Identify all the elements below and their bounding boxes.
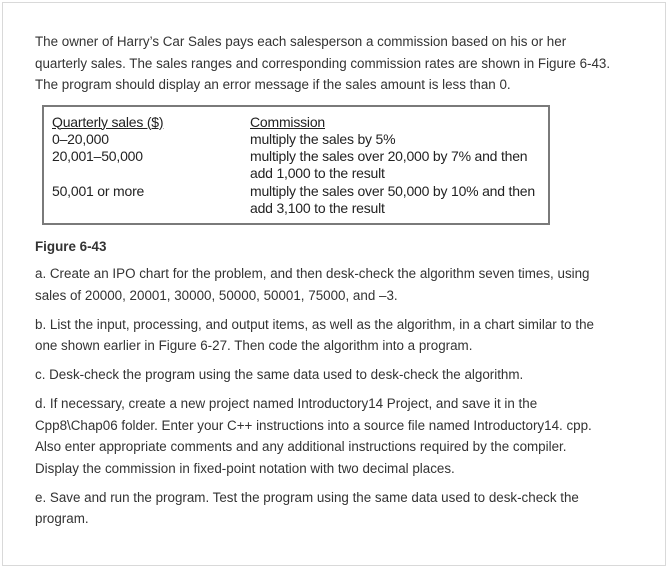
question-d [35,393,645,479]
question-c [35,364,645,386]
table-row [52,148,548,183]
question-d-line-1: d. If necessary, create a new project named Introductory14 Project, and save it in the [35,396,538,412]
commission-rule-3 [250,183,548,218]
sales-range-1: 0–20,000 [52,130,109,147]
commission-rule-2-line-2: add 1,000 to the result [250,165,385,182]
question-e-line-1: e. Save and run the program. Test the program using the same data used to desk-check the [35,489,579,505]
question-d-line-4: Display the commission in fixed-point notation with two decimal places. [35,460,455,476]
intro-line-1: The owner of Harry’s Car Sales pays each salesperson a commission based on his or her [35,34,567,49]
commission-rule-2-line-1: multiply the sales over 20,000 by 7% and then [250,148,528,165]
question-a [35,263,645,306]
sales-range-3: 50,001 or more [52,182,145,199]
commission-rule-3-line-2: add 3,100 to the result [250,199,385,216]
commission-rule-2 [250,148,548,183]
question-c-line-1: c. Desk-check the program using the same data used to desk-check the algorithm. [35,367,524,383]
table-row [52,183,548,218]
question-a-line-2: sales of 20000, 20001, 30000, 50000, 50001, 75000, and –3. [35,287,398,303]
question-b-line-1: b. List the input, processing, and output items, as well as the algorithm, in a chart similar to the [35,316,594,332]
intro-line-2: quarterly sales. The sales ranges and corresponding commission rates are shown in Figure 6-43. [35,55,611,71]
sales-range-2: 20,001–50,000 [52,148,143,165]
content-area [35,31,645,537]
question-b [35,314,645,357]
question-b-line-2: one shown earlier in Figure 6-27. Then code the algorithm into a program. [35,338,473,354]
commission-rule-3-line-1: multiply the sales over 50,000 by 10% and then [250,182,535,199]
commission-table [42,105,550,226]
header-quarterly-sales: Quarterly sales ($) [52,113,164,130]
commission-rule-1-line-1: multiply the sales by 5% [250,130,396,147]
question-e [35,487,645,530]
intro-line-3: The program should display an error message if the sales amount is less than 0. [35,77,511,92]
header-commission: Commission [250,113,326,130]
table-header-row [52,114,548,131]
figure-caption: Figure 6-43 [35,239,107,255]
question-e-line-2: program. [35,511,89,527]
question-d-line-3: Also enter appropriate comments and any additional instructions required by the compiler. [35,439,567,455]
page-frame [2,2,666,566]
table-row [52,131,548,148]
intro-paragraph [35,31,645,96]
commission-rule-1 [250,131,548,148]
question-d-line-2: Cpp8\Chap06 folder. Enter your C++ instructions into a source file named Introductory14. cpp. [35,417,592,433]
question-a-line-1: a. Create an IPO chart for the problem, and then desk-check the algorithm seven times, using [35,266,590,282]
